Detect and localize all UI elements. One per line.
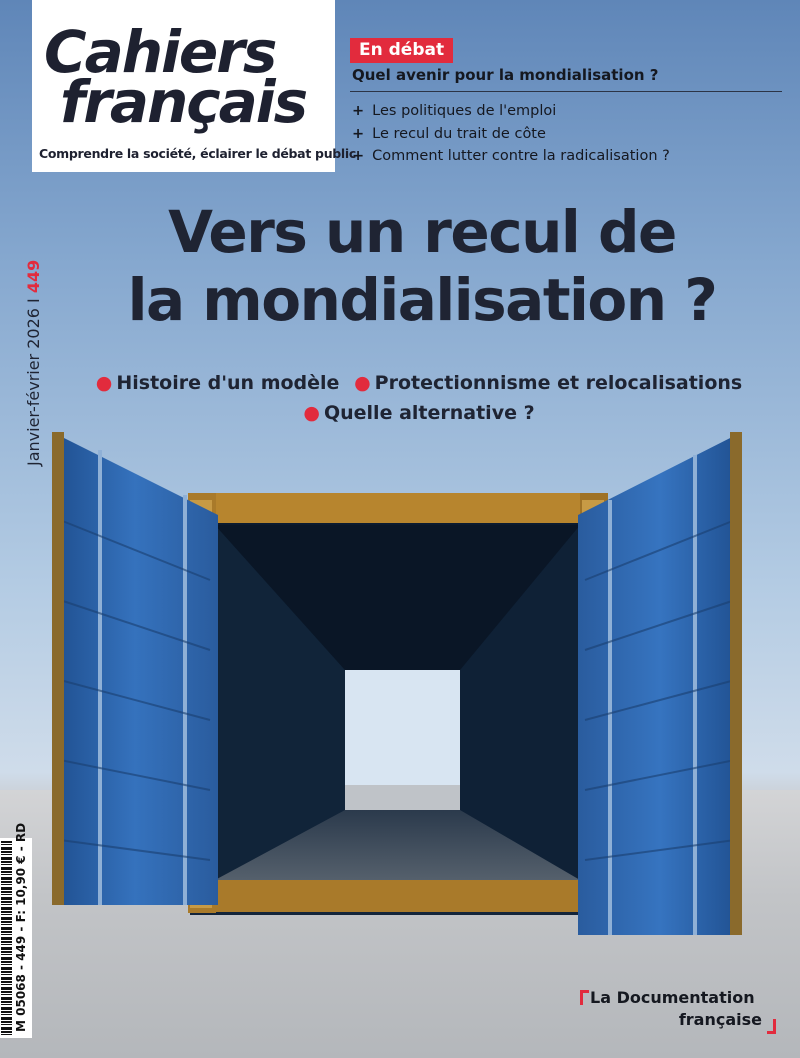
publisher-line1: La Documentation [590, 988, 755, 1007]
headline-line1: Vers un recul de [168, 198, 676, 266]
subtopics-line1 [55, 368, 775, 398]
subtopic-item: Quelle alternative ? [323, 402, 535, 424]
issue-date-spine [24, 260, 43, 466]
debate-topic-label: Comment lutter contre la radicalisation ? [372, 148, 670, 164]
cover-headline [42, 198, 800, 334]
debate-divider [350, 91, 782, 92]
bracket-top-left-icon [580, 990, 589, 1005]
barcode-text: M 05068 - 449 - F: 10,90 € - RD [14, 822, 28, 1032]
subtopics-line2 [55, 398, 775, 428]
bracket-bottom-right-icon [767, 1019, 776, 1034]
bullet-dot-icon: ● [303, 402, 320, 424]
issue-date: Janvier-février 2026 [24, 308, 43, 466]
plus-icon: + [352, 125, 365, 142]
debate-topic-item [352, 145, 670, 168]
plus-icon: + [352, 148, 365, 164]
plus-icon: + [352, 103, 365, 119]
barcode-bars [1, 841, 12, 1035]
issue-number: 449 [24, 259, 43, 294]
debate-topic-label: Les politiques de l'emploi [372, 103, 557, 119]
debate-topic-item [352, 123, 670, 146]
subtopic-item: Histoire d'un modèle [116, 372, 340, 394]
bullet-dot-icon: ● [354, 372, 371, 394]
subtopic-item: Protectionnisme et relocalisations [374, 372, 743, 394]
publisher-logo [580, 988, 776, 1036]
magazine-title-line2: français [60, 68, 307, 136]
masthead-logo-box [32, 0, 357, 172]
debate-topic-label: Le recul du trait de côte [372, 125, 546, 142]
debate-topic-item [352, 100, 670, 123]
publisher-line2: française [678, 1010, 762, 1029]
bullet-dot-icon: ● [95, 372, 113, 394]
debate-tag: En débat [350, 38, 453, 63]
headline-line2: la mondialisation ? [127, 266, 717, 334]
debate-question: Quel avenir pour la mondialisation ? [352, 66, 659, 84]
magazine-title-line1: Cahiers [44, 18, 276, 86]
issue-separator: I [24, 298, 43, 303]
subtopics [55, 368, 775, 428]
debate-topics-list [352, 100, 670, 168]
magazine-tagline: Comprendre la société, éclairer le débat public [39, 146, 357, 161]
